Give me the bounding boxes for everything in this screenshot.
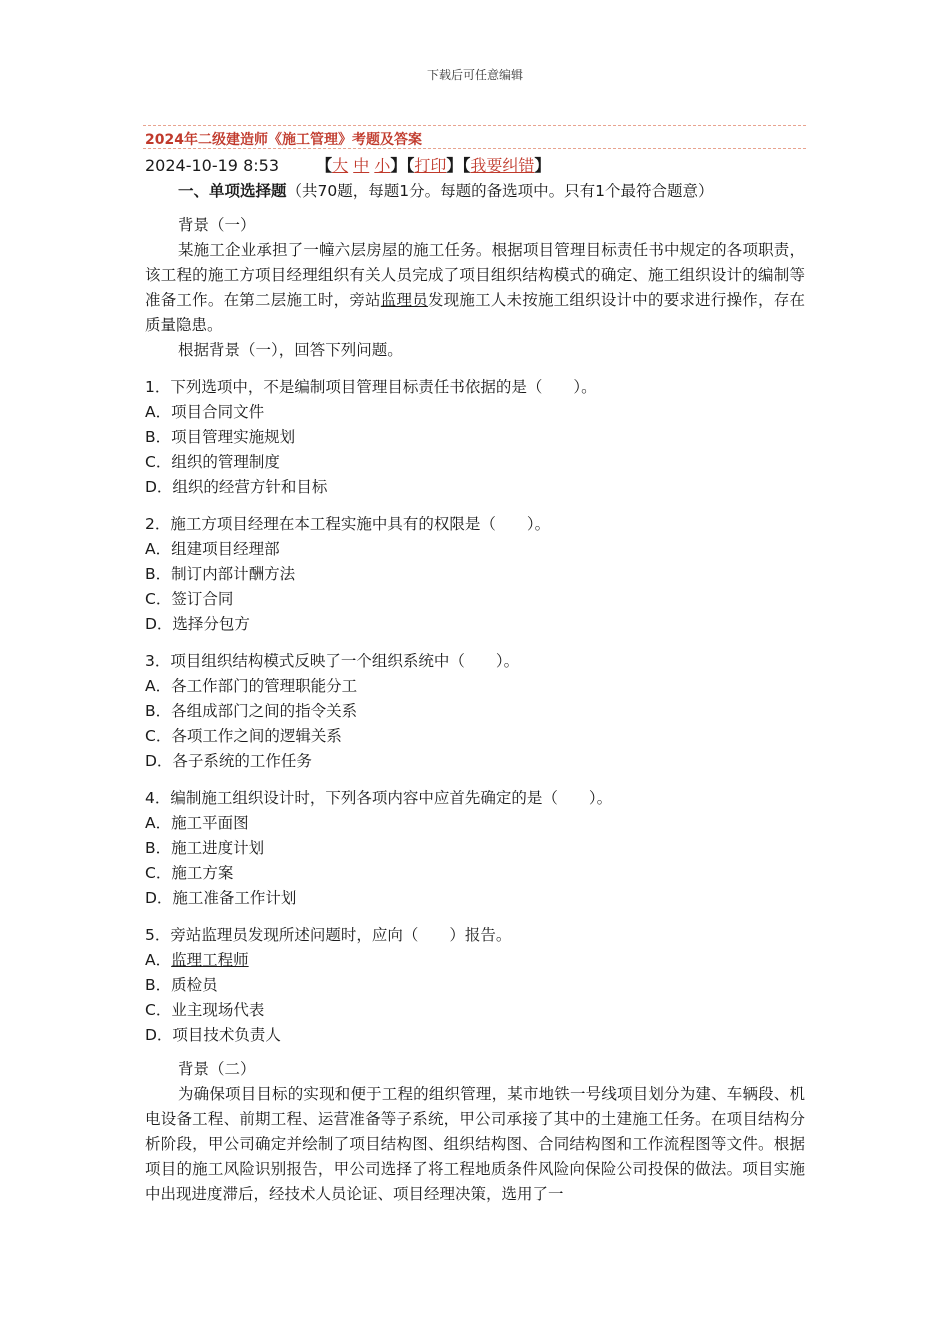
title-bottom-divider (143, 148, 806, 149)
question-stem: 3．项目组织结构模式反映了一个组织系统中（ ）。 (145, 652, 520, 670)
question-stem: 2．施工方项目经理在本工程实施中具有的权限是（ ）。 (145, 515, 551, 533)
document-title: 2024年二级建造师《施工管理》考题及答案 (145, 132, 422, 148)
meta-row: 2024-10-19 8:53 【大 中 小】【打印】【我要纠错】 (145, 156, 551, 175)
question-option: A．监理工程师 (145, 951, 249, 969)
supervisor-term: 监理员 (380, 291, 428, 309)
background-2-text: 为确保项目目标的实现和便于工程的组织管理，某市地铁一号线项目划分为建、车辆段、机电设备工程、前期工程、运营准备等子系统，甲公司承接了其中的土建施工任务。在项目结构分析阶段，甲公司确定并绘制了项目结构图、组织结构图、合同结构图和工作流程图等文件。根据项目的施工风险识别报告，甲公司选择了将工程地质条件风险向保险公司投保的做法。项目实施中出现进度滞后，经技术人员论证、项目经理决策，选用了一 (145, 1085, 805, 1203)
supervising-engineer-term: 监理工程师 (171, 951, 249, 969)
background-1-text: 某施工企业承担了一幢六层房屋的施工任务。根据项目管理目标责任书中规定的各项职责，该工程的施工方项目经理组织有关人员完成了项目组织结构模式的确定、施工组织设计的编制等准备工作。在第二层施工时，旁站监理员发现施工人未按施工组织设计中的要求进行操作，存在质量隐患。 (145, 241, 805, 334)
question-option: C．施工方案 (145, 864, 234, 882)
question-3 (145, 649, 805, 774)
report-error-link[interactable]: 我要纠错 (470, 156, 535, 175)
print-link[interactable]: 打印 (414, 156, 447, 175)
font-size-small-link[interactable]: 小 (374, 156, 391, 175)
article-body (145, 179, 805, 1207)
question-option: C．签订合同 (145, 590, 234, 608)
question-option: D．选择分包方 (145, 615, 250, 633)
question-option: B．项目管理实施规划 (145, 428, 296, 446)
header-note: 下载后可任意编辑 (426, 68, 523, 82)
question-option: C．业主现场代表 (145, 1001, 265, 1019)
question-option: B．质检员 (145, 976, 218, 994)
question-option: B．各组成部门之间的指令关系 (145, 702, 358, 720)
publish-datetime: 2024-10-19 8:53 (145, 156, 279, 175)
question-stem: 1．下列选项中，不是编制项目管理目标责任书依据的是（ ）。 (145, 378, 597, 396)
question-5 (145, 923, 805, 1048)
background-1-prompt: 根据背景（一），回答下列问题。 (178, 341, 403, 359)
question-stem: 5．旁站监理员发现所述问题时，应向（ ）报告。 (145, 926, 512, 944)
question-stem: 4．编制施工组织设计时，下列各项内容中应首先确定的是（ ）。 (145, 789, 613, 807)
question-option: D．项目技术负责人 (145, 1026, 281, 1044)
question-option: C．组织的管理制度 (145, 453, 280, 471)
question-2 (145, 512, 805, 637)
title-top-divider (143, 125, 806, 126)
question-option: B．制订内部计酬方法 (145, 565, 296, 583)
question-option: A．施工平面图 (145, 814, 249, 832)
section-heading: 一、单项选择题（共70题，每题1分。每题的备选项中。只有1个最符合题意） (178, 182, 714, 200)
question-option: C．各项工作之间的逻辑关系 (145, 727, 342, 745)
question-option: D．组织的经营方针和目标 (145, 478, 328, 496)
background-2-label: 背景（二） (178, 1060, 256, 1078)
question-option: B．施工进度计划 (145, 839, 265, 857)
font-size-large-link[interactable]: 大 (332, 156, 349, 175)
question-option: A．各工作部门的管理职能分工 (145, 677, 358, 695)
background-1-label: 背景（一） (178, 216, 256, 234)
question-1 (145, 375, 805, 500)
question-option: A．组建项目经理部 (145, 540, 280, 558)
question-option: D．施工准备工作计划 (145, 889, 297, 907)
font-size-medium-link[interactable]: 中 (353, 156, 370, 175)
question-option: D．各子系统的工作任务 (145, 752, 312, 770)
question-4 (145, 786, 805, 911)
question-option: A．项目合同文件 (145, 403, 265, 421)
